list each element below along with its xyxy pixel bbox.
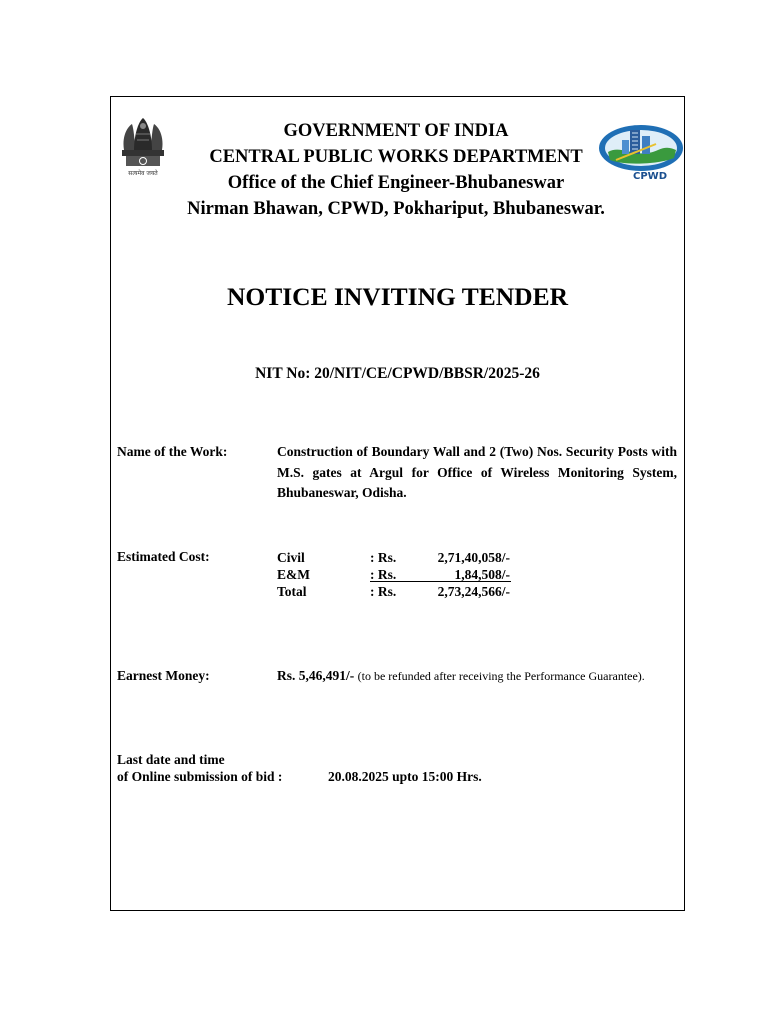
earnest-money-value <box>277 666 645 686</box>
cost-currency: : Rs. <box>370 584 397 599</box>
header-line-government: GOVERNMENT OF INDIA <box>283 121 509 141</box>
logo-text: CPWD <box>633 171 667 182</box>
last-date-label <box>117 751 282 785</box>
cost-currency: : Rs. <box>370 567 397 582</box>
cost-item: Civil <box>277 550 305 565</box>
cost-amount: 2,73,24,566/- <box>437 584 510 599</box>
document-title: NOTICE INVITING TENDER <box>226 282 569 311</box>
cost-amount: 1,84,508/- <box>454 567 510 582</box>
emblem-caption: सत्यमेव जयते <box>128 170 158 177</box>
last-date-value: 20.08.2025 upto 15:00 Hrs. <box>328 769 482 784</box>
estimated-cost-label: Estimated Cost: <box>117 549 210 564</box>
cost-subtotal-underline <box>370 581 511 582</box>
cost-item: Total <box>277 584 307 599</box>
cost-currency: : Rs. <box>370 550 397 565</box>
header-line-address: Nirman Bhawan, CPWD, Pokhariput, Bhubaneswar. <box>187 199 605 219</box>
work-description: Construction of Boundary Wall and 2 (Two) Nos. Security Posts with M.S. gates at Argul for Office of Wireless Monitoring System, Bhubaneswar, Odisha. <box>277 444 677 500</box>
header-line-department: CENTRAL PUBLIC WORKS DEPARTMENT <box>209 147 583 167</box>
letterhead <box>150 118 642 222</box>
last-date-label-line1: Last date and time <box>117 752 225 767</box>
earnest-note: (to be refunded after receiving the Performance Guarantee). <box>357 669 645 683</box>
work-label: Name of the Work: <box>117 444 228 459</box>
nit-number: NIT No: 20/NIT/CE/CPWD/BBSR/2025-26 <box>255 365 540 382</box>
earnest-amount: Rs. 5,46,491/- <box>277 668 355 683</box>
last-date-label-line2: of Online submission of bid : <box>117 769 283 784</box>
header-line-office: Office of the Chief Engineer-Bhubaneswar <box>227 173 565 193</box>
cost-item: E&M <box>277 567 310 582</box>
cost-amount: 2,71,40,058/- <box>437 550 510 565</box>
earnest-money-label: Earnest Money: <box>117 668 210 683</box>
